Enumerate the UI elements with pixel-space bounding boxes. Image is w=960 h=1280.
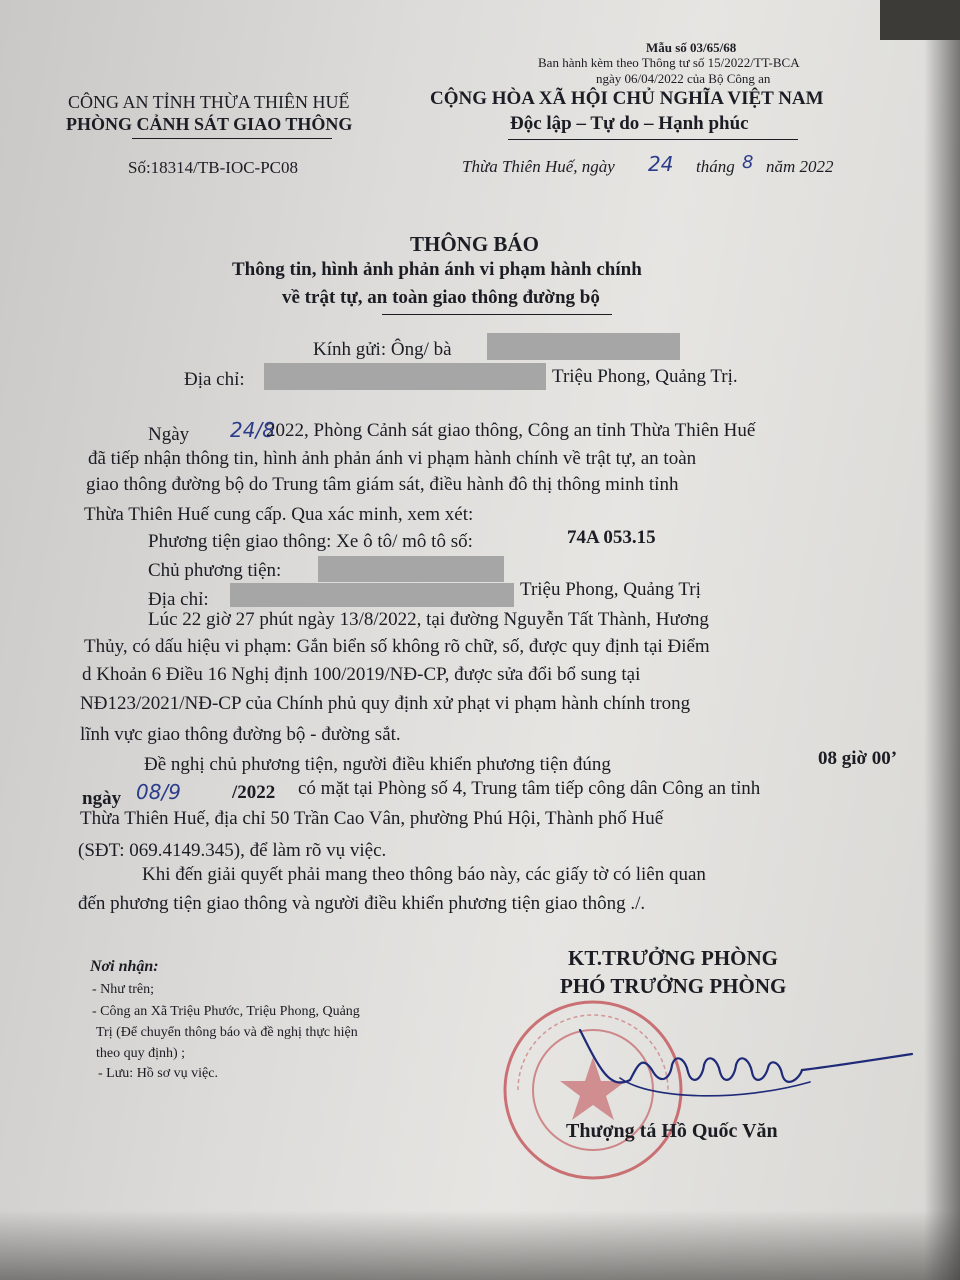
recipients-item2-line3: theo quy định) ; xyxy=(96,1046,186,1061)
redacted-recipient-address xyxy=(264,363,546,390)
redacted-owner-address xyxy=(230,583,514,607)
p1-line3: giao thông đường bộ do Trung tâm giám sát, điều hành đô thị thông minh tỉnh xyxy=(86,474,679,495)
p2-line1: Lúc 22 giờ 27 phút ngày 13/8/2022, tại đường Nguyễn Tất Thành, Hương xyxy=(148,609,709,630)
title-underline xyxy=(382,314,612,315)
recipients-item1: - Như trên; xyxy=(92,982,155,997)
date-month-handwritten: 8 xyxy=(742,152,754,173)
date-month-label: tháng xyxy=(696,157,735,176)
p1-date-handwritten: 24/8 xyxy=(230,418,275,442)
p2-line5: lĩnh vực giao thông đường bộ - đường sắt. xyxy=(80,724,401,745)
date-year: năm 2022 xyxy=(766,157,834,176)
recipients-item2-line1: - Công an Xã Triệu Phước, Triệu Phong, Quảng xyxy=(92,1004,360,1019)
recipients-heading: Nơi nhận: xyxy=(90,958,159,975)
p4-line1: Khi đến giải quyết phải mang theo thông báo này, các giấy tờ có liên quan xyxy=(142,864,706,885)
vehicle-plate: 74A 053.15 xyxy=(567,527,656,548)
p4-line2: đến phương tiện giao thông và người điều khiển phương tiện giao thông ./. xyxy=(78,893,646,914)
signature-title2: PHÓ TRƯỞNG PHÒNG xyxy=(560,974,787,998)
p3-day-label: ngày xyxy=(82,788,122,809)
p3-line1: Đề nghị chủ phương tiện, người điều khiển phương tiện đúng xyxy=(144,754,611,775)
form-code: Mẫu số 03/65/68 xyxy=(646,40,737,55)
recipient-address-tail: Triệu Phong, Quảng Trị. xyxy=(552,366,738,387)
national-motto: Độc lập – Tự do – Hạnh phúc xyxy=(510,113,749,134)
p1-day-label: Ngày xyxy=(148,424,190,445)
redacted-owner-name xyxy=(318,556,504,582)
owner-label: Chủ phương tiện: xyxy=(148,560,282,581)
signer-name: Thượng tá Hồ Quốc Văn xyxy=(566,1120,778,1142)
recipients-item3: - Lưu: Hồ sơ vụ việc. xyxy=(98,1066,218,1081)
department-underline xyxy=(132,138,332,139)
redacted-recipient-name xyxy=(487,333,680,360)
signature-title1: KT.TRƯỞNG PHÒNG xyxy=(568,946,778,970)
document-subtitle-line1: Thông tin, hình ảnh phản ánh vi phạm hành chính xyxy=(232,259,642,280)
p1-line1: 2022, Phòng Cảnh sát giao thông, Công an tỉnh Thừa Thiên Huế xyxy=(266,420,756,441)
handwritten-signature xyxy=(560,1010,920,1120)
motto-underline xyxy=(508,139,798,140)
p1-line4: Thừa Thiên Huế cung cấp. Qua xác minh, xem xét: xyxy=(84,504,474,525)
p3-line3: Thừa Thiên Huế, địa chỉ 50 Trần Cao Vân, phường Phú Hội, Thành phố Huế xyxy=(80,808,664,829)
document-number: Số:18314/TB-IOC-PC08 xyxy=(128,158,299,177)
form-issued-line2: ngày 06/04/2022 của Bộ Công an xyxy=(596,71,771,86)
form-issued-line1: Ban hành kèm theo Thông tư số 15/2022/TT-BCA xyxy=(538,55,800,70)
vehicle-label: Phương tiện giao thông: Xe ô tô/ mô tô số: xyxy=(148,531,473,552)
department-name: PHÒNG CẢNH SÁT GIAO THÔNG xyxy=(66,114,353,134)
p2-line3: d Khoản 6 Điều 16 Nghị định 100/2019/NĐ-CP, được sửa đổi bổ sung tại xyxy=(82,664,641,685)
p2-line2: Thủy, có dấu hiệu vi phạm: Gắn biển số không rõ chữ, số, được quy định tại Điểm xyxy=(84,636,710,657)
date-prefix: Thừa Thiên Huế, ngày xyxy=(462,157,615,176)
page-bottom-shadow xyxy=(0,1210,960,1280)
date-day-handwritten: 24 xyxy=(648,152,674,176)
page-edge-shadow xyxy=(924,0,960,1280)
document-title: THÔNG BÁO xyxy=(410,232,539,256)
greeting: Kính gửi: Ông/ bà xyxy=(313,339,452,360)
background-corner xyxy=(880,0,960,40)
document-subtitle-line2: về trật tự, an toàn giao thông đường bộ xyxy=(282,287,600,308)
p1-line2: đã tiếp nhận thông tin, hình ảnh phản ánh vi phạm hành chính về trật tự, an toàn xyxy=(88,448,697,469)
p3-line2-tail: có mặt tại Phòng số 4, Trung tâm tiếp công dân Công an tỉnh xyxy=(298,778,761,799)
recipient-address-label: Địa chỉ: xyxy=(184,369,245,390)
p3-line4: (SĐT: 069.4149.345), để làm rõ vụ việc. xyxy=(78,840,387,861)
recipients-item2-line2: Trị (Để chuyển thông báo và đề nghị thực hiện xyxy=(96,1025,358,1040)
p3-year: /2022 xyxy=(232,782,276,803)
owner-address-label: Địa chỉ: xyxy=(148,589,209,610)
p2-line4: NĐ123/2021/NĐ-CP của Chính phủ quy định xử phạt vi phạm hành chính trong xyxy=(80,693,691,714)
p3-date-handwritten: 08/9 xyxy=(136,780,181,804)
agency-name: CÔNG AN TỈNH THỪA THIÊN HUẾ xyxy=(68,92,350,112)
owner-address-tail: Triệu Phong, Quảng Trị xyxy=(520,579,701,600)
country-name: CỘNG HÒA XÃ HỘI CHỦ NGHĨA VIỆT NAM xyxy=(430,88,824,109)
p3-appointment-time: 08 giờ 00’ xyxy=(818,748,898,769)
